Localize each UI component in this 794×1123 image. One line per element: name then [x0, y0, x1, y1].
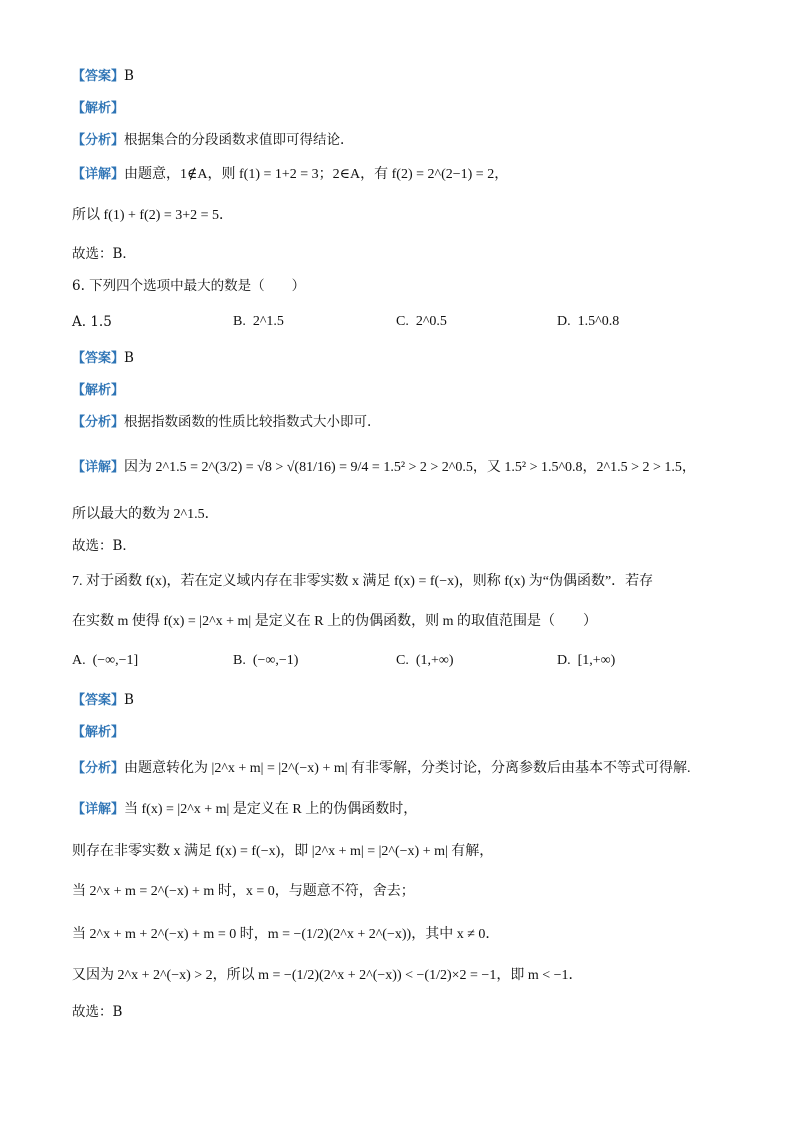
fenxi-tag: 【分析】	[72, 415, 125, 430]
q7-option-d	[557, 651, 615, 671]
q5-analysis-line	[72, 98, 124, 119]
option-value: 2^0.5	[415, 314, 447, 329]
q7-fenxi-line	[72, 759, 691, 779]
q7-stem-line2: 在实数 m 使得 f(x) = |2^x + m| 是定义在 R 上的伪偶函数，则 m 的取值范围是（ ）	[72, 614, 597, 629]
answer-value: B	[124, 692, 134, 708]
xiangjie-tag: 【详解】	[72, 167, 125, 182]
option-letter: A.	[72, 653, 86, 668]
q6-stem: 6. 下列四个选项中最大的数是（ ）	[72, 278, 306, 294]
q7-detail-line4: 当 2^x + m + 2^(−x) + m = 0 时，m = −(1/2)(2^x + 2^(−x))，其中 x ≠ 0．	[72, 927, 500, 942]
xiangjie-tag: 【详解】	[72, 460, 125, 475]
detail-text: 由题意，1∉A，则 f(1) = 1+2 = 3；2∈A，有 f(2) = 2^(2−1) = 2，	[124, 167, 509, 182]
q7-answer-line	[72, 690, 134, 711]
xiangjie-tag: 【详解】	[72, 802, 125, 817]
option-letter: B.	[233, 653, 246, 668]
option-value: (−∞,−1]	[92, 653, 139, 668]
q7-detail-line1	[72, 800, 417, 820]
option-letter: A. 1.5	[72, 314, 112, 330]
q7-analysis-line	[72, 722, 124, 743]
q5-detail-line1	[72, 165, 508, 185]
option-letter: C.	[396, 653, 409, 668]
q7-detail-line3: 当 2^x + m = 2^(−x) + m 时，x = 0，与题意不符，舍去；	[72, 884, 415, 899]
fenxi-text: 根据集合的分段函数求值即可得结论.	[124, 132, 345, 148]
q6-fenxi-line	[72, 412, 371, 433]
option-value: (−∞,−1)	[252, 653, 299, 668]
q6-detail-line1	[72, 458, 696, 478]
option-letter: B.	[233, 314, 246, 329]
q7-option-c	[396, 651, 454, 671]
q6-option-b	[233, 312, 284, 332]
q7-choose-line: 故选：B	[72, 1004, 123, 1020]
answer-tag: 【答案】	[72, 693, 125, 708]
fenxi-text: 由题意转化为 |2^x + m| = |2^(−x) + m| 有非零解，分类讨论，分离参数后由基本不等式可得解.	[124, 761, 691, 776]
detail-text: 当 f(x) = |2^x + m| 是定义在 R 上的伪偶函数时，	[124, 802, 418, 817]
analysis-tag: 【解析】	[72, 383, 125, 398]
q5-fenxi-line	[72, 130, 344, 151]
q6-analysis-line	[72, 380, 124, 401]
q6-option-d	[557, 312, 619, 332]
q5-choose-line: 故选：B．	[72, 246, 136, 262]
option-letter: D.	[557, 653, 571, 668]
q6-choose-line: 故选：B．	[72, 538, 136, 554]
option-value: [1,+∞)	[577, 653, 616, 668]
fenxi-text: 根据指数函数的性质比较指数式大小即可.	[124, 414, 372, 430]
q7-option-a	[72, 651, 138, 671]
answer-value: B	[124, 68, 134, 84]
option-value: (1,+∞)	[415, 653, 454, 668]
q5-answer-line	[72, 66, 134, 87]
q6-option-a	[72, 312, 112, 332]
q5-detail-line2: 所以 f(1) + f(2) = 3+2 = 5．	[72, 208, 234, 223]
option-letter: D.	[557, 314, 571, 329]
analysis-tag: 【解析】	[72, 725, 125, 740]
q6-option-c	[396, 312, 447, 332]
answer-tag: 【答案】	[72, 351, 125, 366]
option-value: 1.5^0.8	[577, 314, 620, 329]
fenxi-tag: 【分析】	[72, 761, 125, 776]
detail-text: 因为 2^1.5 = 2^(3/2) = √8 > √(81/16) = 9/4 = 1.5² > 2 > 2^0.5，又 1.5² > 1.5^0.8，2^1.5 > 2 > 1.5，	[124, 460, 696, 475]
answer-value: B	[124, 350, 134, 366]
q7-detail-line2: 则存在非零实数 x 满足 f(x) = f(−x)，即 |2^x + m| = |2^(−x) + m| 有解，	[72, 844, 494, 859]
q6-detail-line2: 所以最大的数为 2^1.5．	[72, 507, 219, 522]
analysis-tag: 【解析】	[72, 101, 125, 116]
q7-option-b	[233, 651, 298, 671]
answer-tag: 【答案】	[72, 69, 125, 84]
q7-detail-line5: 又因为 2^x + 2^(−x) > 2，所以 m = −(1/2)(2^x + 2^(−x)) < −(1/2)×2 = −1，即 m < −1．	[72, 968, 583, 983]
option-letter: C.	[396, 314, 409, 329]
fenxi-tag: 【分析】	[72, 133, 125, 148]
q6-answer-line	[72, 348, 134, 369]
q7-stem-line1: 7. 对于函数 f(x)，若在定义域内存在非零实数 x 满足 f(x) = f(−x)，则称 f(x) 为“伪偶函数”．若存	[72, 574, 654, 589]
option-value: 2^1.5	[252, 314, 284, 329]
